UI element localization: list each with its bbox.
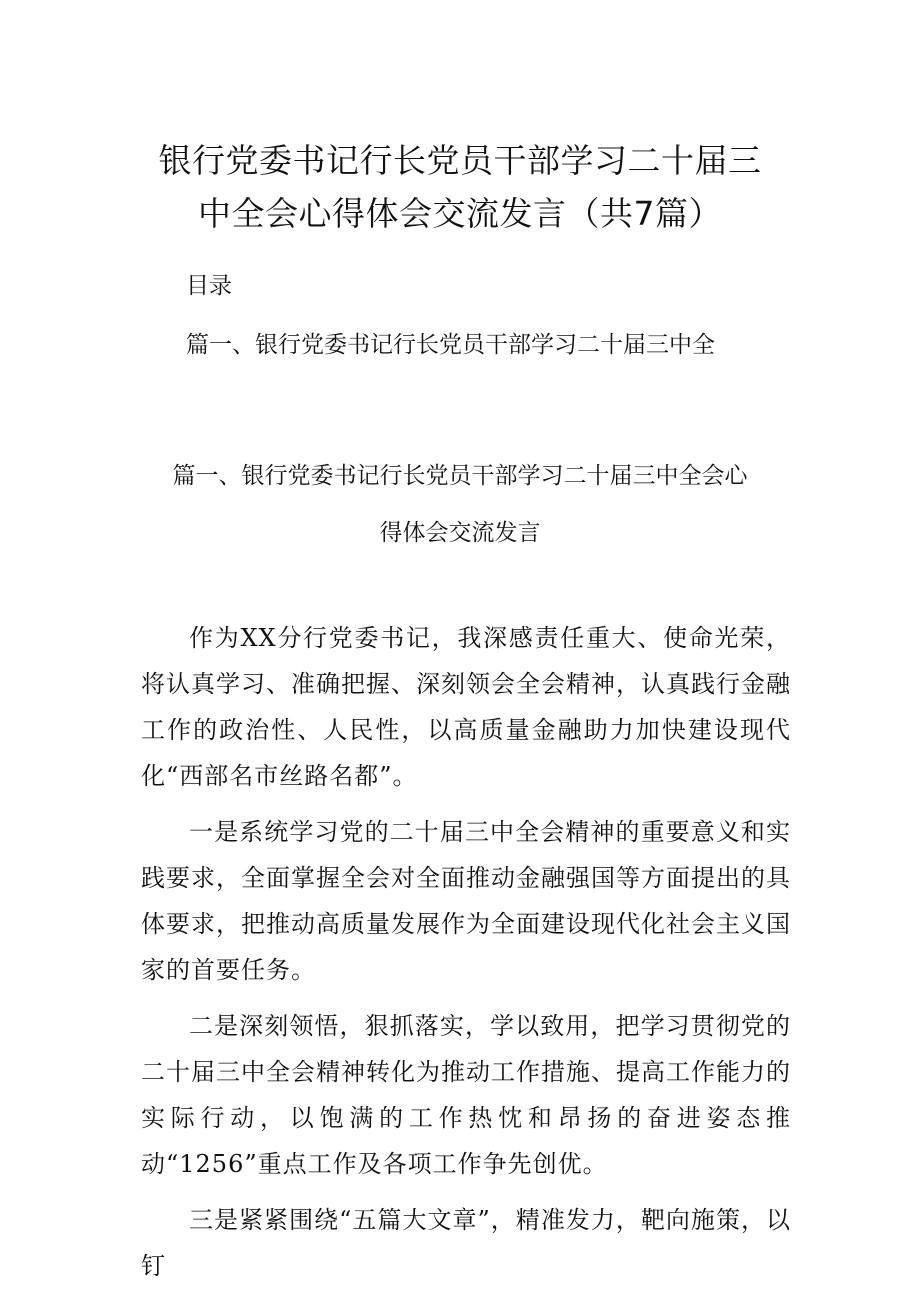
document-title-line-1: 银行党委书记行长党员干部学习二十届三 — [158, 141, 762, 180]
document-title-line-2: 中全会心得体会交流发言（共7篇） — [198, 194, 722, 233]
section-title-line-1: 篇一、银行党委书记行长党员干部学习二十届三中全会心 — [172, 463, 748, 489]
paragraph-3: 二是深刻领悟，狠抓落实，学以致用，把学习贯彻党的二十届三中全会精神转化为推动工作措施、提高工作能力的实际行动，以饱满的工作热忱和昂扬的奋进姿态推动“1256”重点工作及各项工作争先创优。 — [141, 1012, 791, 1178]
section-title-line-2: 得体会交流发言 — [379, 520, 541, 546]
toc-heading: 目录 — [186, 273, 232, 299]
body-text — [141, 615, 791, 1299]
paragraph-2: 一是系统学习党的二十届三中全会精神的重要意义和实践要求，全面掌握全会对全面推动金融强国等方面提出的具体要求，把推动高质量发展作为全面建设现代化社会主义国家的首要任务。 — [141, 818, 791, 984]
paragraph-4: 三是紧紧围绕“五篇大文章”，精准发力，靶向施策，以钉 — [141, 1206, 791, 1280]
toc-item-1[interactable]: 篇一、银行党委书记行长党员干部学习二十届三中全 — [186, 332, 715, 358]
paragraph-1: 作为XX分行党委书记，我深感责任重大、使命光荣，将认真学习、准确把握、深刻领会全会精神，认真践行金融工作的政治性、人民性，以高质量金融助力加快建设现代化“西部名市丝路名都”。 — [141, 624, 791, 790]
